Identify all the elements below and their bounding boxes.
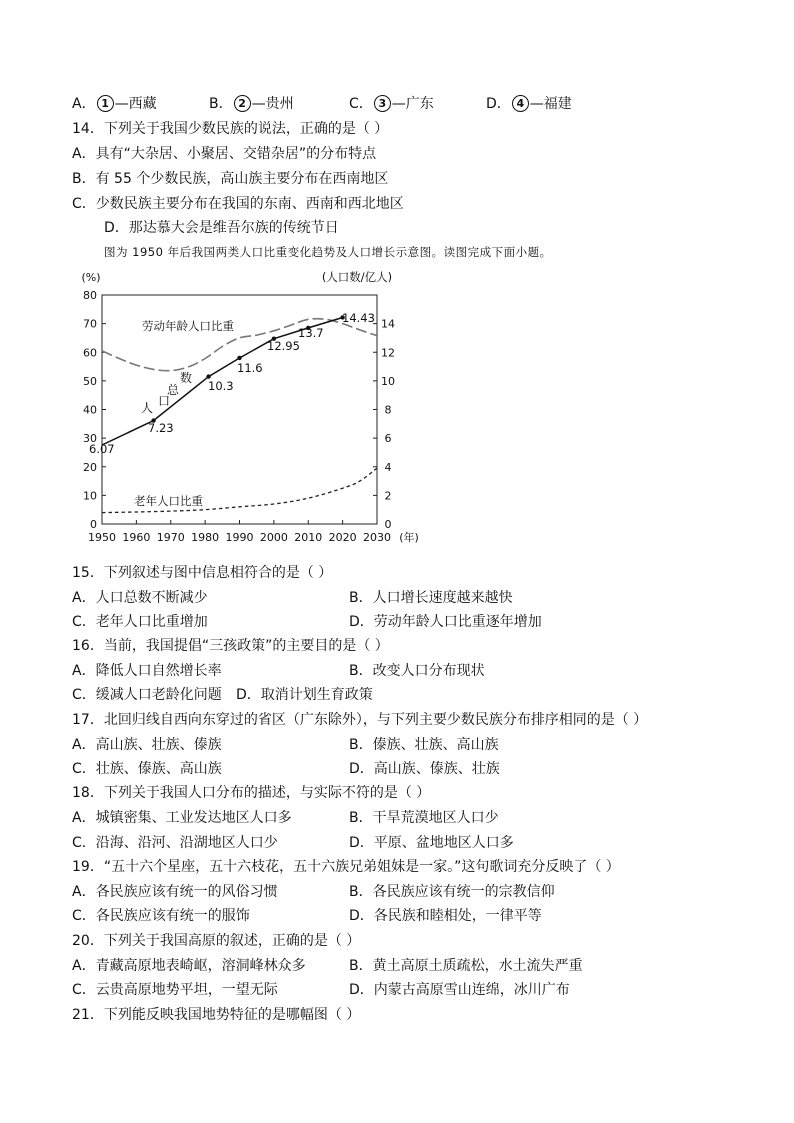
x-axis-unit: (年) [399,531,419,544]
population-data-label: 12.95 [267,339,300,353]
x-axis-tick-label: 2010 [294,531,323,544]
q14-option-a: A．具有“大杂居、小聚居、交错杂居”的分布特点 [72,146,377,162]
q18-option-c: C．沿海、沿河、沿湖地区人口少 [72,835,278,851]
elderly-series-label: 老年人口比重 [134,494,203,508]
population-data-label: 11.6 [237,361,263,375]
population-data-label: 6.07 [89,442,115,456]
q13-option-c: C． 3 —广东 [349,96,434,112]
q18-option-b: B．干旱荒漠地区人口少 [349,810,499,826]
q18-stem: 18．下列关于我国人口分布的描述，与实际不符的是（ ） [72,785,431,801]
q20-option-d: D．内蒙古高原雪山连绵，冰川广布 [349,982,570,998]
q14-option-b: B．有 55 个少数民族，高山族主要分布在西南地区 [72,171,389,187]
left-axis-tick-label: 10 [83,489,97,503]
q13-option-b: B． 2 —贵州 [209,96,294,112]
q18-option-a: A．城镇密集、工业发达地区人口多 [72,810,292,826]
right-axis-tick-label: 0 [384,518,392,531]
right-axis-tick-label: 2 [384,489,392,503]
x-axis-tick-label: 1980 [191,531,220,544]
left-axis-tick-label: 0 [90,518,97,531]
right-axis-tick-label: 10 [381,374,395,388]
x-axis-tick-label: 1990 [225,531,254,544]
q14-option-c: C．少数民族主要分布在我国的东南、西南和西北地区 [72,196,404,212]
q19-stem: 19．“五十六个星座，五十六枝花，五十六族兄弟姐妹是一家。”这句歌词充分反映了（ ） [72,859,620,875]
left-axis-tick-label: 50 [83,374,97,388]
circled-number-3: 3 [374,95,391,112]
q17-option-a: A．高山族、壮族、傣族 [72,737,222,753]
q20-stem: 20．下列关于我国高原的叙述，正确的是（ ） [72,933,361,949]
left-axis-tick-label: 40 [83,403,97,417]
q20-option-a: A．青藏高原地表崎岖，溶洞峰林众多 [72,958,306,974]
population-chart [80,266,430,556]
q16-option-b: B．改变人口分布现状 [349,663,485,679]
circled-number-2: 2 [234,95,251,112]
q21-stem: 21．下列能反映我国地势特征的是哪幅图（ ） [72,1007,361,1023]
right-axis-tick-label: 6 [384,432,392,446]
q15-option-b: B．人口增长速度越来越快 [349,590,513,606]
right-axis-tick-label: 8 [384,403,392,417]
q16-stem: 16．当前，我国提倡“三孩政策”的主要目的是（ ） [72,638,389,654]
q15-stem: 15．下列叙述与图中信息相符合的是（ ） [72,565,333,581]
population-data-label: 14.43 [342,311,375,325]
x-axis-tick-label: 2000 [259,531,288,544]
q16-option-d: D．取消计划生育政策 [236,687,373,703]
left-axis-label: (%) [81,271,101,284]
q17-option-b: B．傣族、壮族、高山族 [349,737,499,753]
right-axis-tick-label: 4 [384,460,392,474]
q17-option-d: D．高山族、傣族、壮族 [349,761,500,777]
population-data-label: 10.3 [208,379,234,393]
population-series-label-char: 口 [158,394,171,408]
left-axis-tick-label: 60 [83,346,97,360]
x-axis-tick-label: 1950 [88,531,116,544]
q15-option-d: D．劳动年龄人口比重逐年增加 [349,614,542,630]
q16-option-a: A．降低人口自然增长率 [72,663,222,679]
q20-option-b: B．黄土高原土质疏松，水土流失严重 [349,958,583,974]
population-data-label: 13.7 [298,326,324,340]
q17-option-c: C．壮族、傣族、高山族 [72,761,222,777]
right-axis-label: (人口数/亿人) [321,270,393,284]
working-age-series-label: 劳动年龄人口比重 [142,319,234,333]
q16-option-c: C．缓减人口老龄化问题 [72,687,222,703]
population-point [237,356,241,360]
q19-option-c: C．各民族应该有统一的服饰 [72,908,250,924]
left-axis-tick-label: 30 [83,432,97,446]
q15-option-a: A．人口总数不断减少 [72,590,208,606]
population-data-label: 7.23 [148,421,174,435]
x-axis-tick-label: 2030 [363,531,391,544]
right-axis-tick-label: 12 [381,346,395,360]
q18-option-d: D．平原、盆地地区人口多 [349,835,514,851]
population-series-label-char: 总 [167,383,180,397]
q14-stem: 14．下列关于我国少数民族的说法，正确的是（ ） [72,121,389,137]
figure-caption: 图为 1950 年后我国两类人口比重变化趋势及人口增长示意图。读图完成下面小题。 [104,245,552,259]
x-axis-tick-label: 1960 [122,531,151,544]
population-series-label-char: 数 [180,371,193,385]
right-axis-tick-label: 14 [381,317,395,331]
q13-option-d: D． 4 —福建 [486,96,572,112]
q20-option-c: C．云贵高原地势平坦，一望无际 [72,982,278,998]
x-axis-tick-label: 1970 [156,531,185,544]
q15-option-c: C．老年人口比重增加 [72,614,208,630]
q13-option-a: A． 1 —西藏 [72,96,157,112]
left-axis-tick-label: 70 [83,317,97,331]
x-axis-tick-label: 2020 [328,531,357,544]
q17-stem: 17．北回归线自西向东穿过的省区（广东除外），与下列主要少数民族分布排序相同的是（ ） [72,712,648,728]
q19-option-b: B．各民族应该有统一的宗教信仰 [349,884,555,900]
q14-option-d: D．那达慕大会是维吾尔族的传统节日 [104,220,339,236]
q19-option-a: A．各民族应该有统一的风俗习惯 [72,884,278,900]
q13-options [72,94,732,114]
left-axis-tick-label: 80 [83,289,97,302]
circled-number-1: 1 [97,95,114,112]
population-series-label-char: 人 [141,401,154,415]
left-axis-tick-label: 20 [83,460,97,474]
circled-number-4: 4 [512,95,529,112]
q19-option-d: D．各民族和睦相处，一律平等 [349,908,542,924]
